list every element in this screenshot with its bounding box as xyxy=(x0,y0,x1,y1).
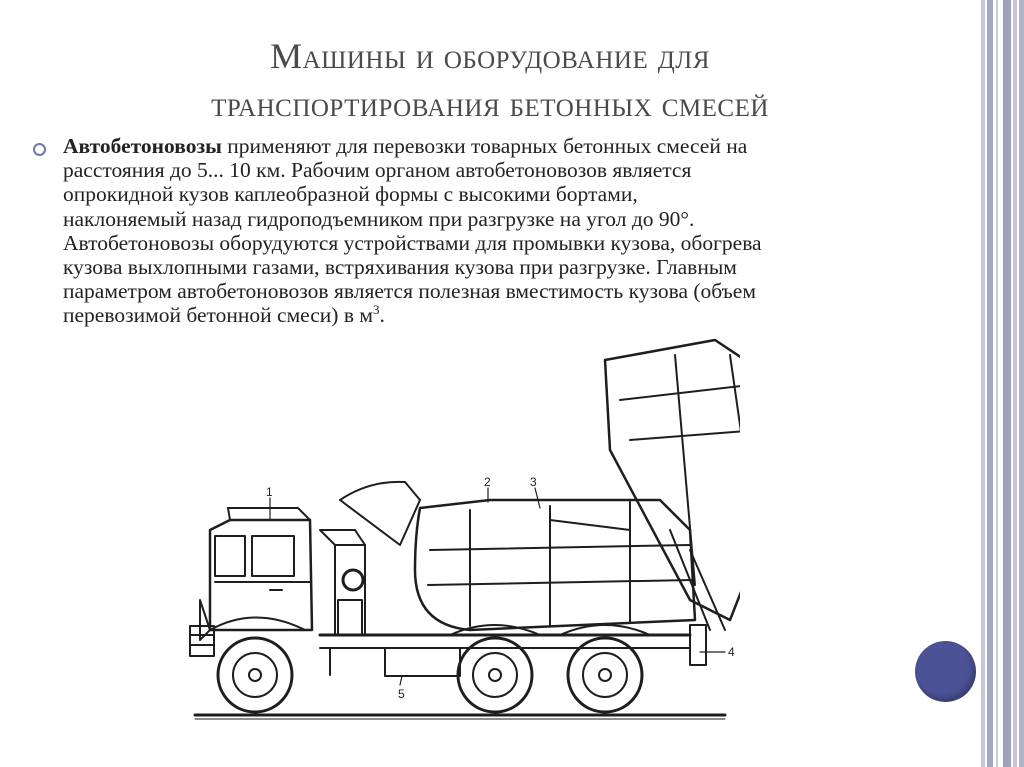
right-border-stripe xyxy=(1019,0,1024,767)
figure-label-3: 3 xyxy=(530,475,537,489)
nav-circle-button[interactable] xyxy=(915,641,976,702)
body-line-end: . xyxy=(379,303,385,328)
concrete-truck-drawing xyxy=(170,330,740,730)
body-line xyxy=(63,303,963,327)
body-line: опрокидной кузов каплеобразной формы с высокими бортами, xyxy=(63,182,638,207)
body-line: кузова выхлопными газами, встряхивания кузова при разгрузке. Главным xyxy=(63,255,737,280)
body-line-text: перевозимой бетонной смеси) в м xyxy=(63,303,373,328)
figure-label-5: 5 xyxy=(398,687,405,701)
title-line-1: Машины и оборудование для xyxy=(270,36,710,76)
body-line-text: применяют для перевозки товарных бетонных смесей на xyxy=(221,134,748,158)
body-line xyxy=(63,134,963,158)
truck-drawing-svg xyxy=(170,330,740,730)
body-line: параметром автобетоновозов является полезная вместимость кузова (объем xyxy=(63,279,756,304)
body-line: расстояния до 5... 10 км. Рабочим органом автобетоновозов является xyxy=(63,158,692,183)
right-border-stripe xyxy=(987,0,993,767)
body-paragraph xyxy=(63,134,963,328)
bullet-icon xyxy=(33,143,46,156)
slide-title xyxy=(60,32,920,128)
right-border-stripe xyxy=(981,0,985,767)
superscript: 3 xyxy=(372,302,380,318)
body-line: наклоняемый назад гидроподъемником при разгрузке на угол до 90°. xyxy=(63,206,695,231)
body-term: Автобетоновозы xyxy=(63,134,222,158)
figure-label-2: 2 xyxy=(484,475,491,489)
right-border-stripe xyxy=(996,0,998,767)
body-line: Автобетоновозы оборудуются устройствами для промывки кузова, обогрева xyxy=(63,230,762,255)
right-border-stripe xyxy=(1013,0,1017,767)
title-line-2: транспортирования бетонных смесей xyxy=(211,84,769,124)
figure-label-4: 4 xyxy=(728,645,735,659)
figure-label-1: 1 xyxy=(266,485,273,499)
right-border-stripe xyxy=(1003,0,1011,767)
